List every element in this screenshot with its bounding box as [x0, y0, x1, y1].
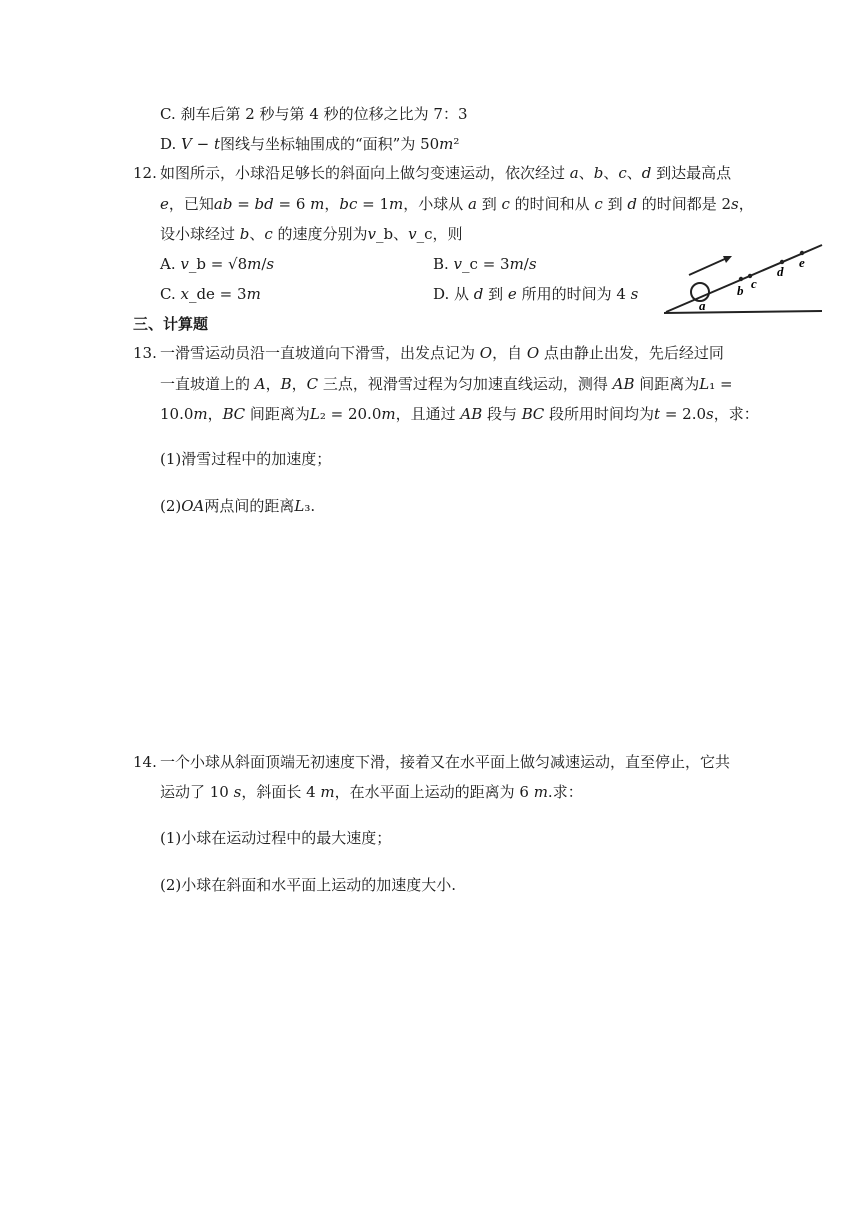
q12-option-a: A. 𝑣_b = √8𝑚/𝑠: [160, 255, 275, 273]
q13-part-1: (1)滑雪过程中的加速度；: [160, 450, 332, 468]
q11-option-c: C. 刹车后第 2 秒与第 4 秒的位移之比为 7：3: [160, 105, 468, 123]
q13-number: 13.: [133, 344, 157, 362]
q14-part-1: (1)小球在运动过程中的最大速度；: [160, 829, 392, 847]
incline-figure: [662, 240, 826, 318]
motion-arrow: [689, 258, 727, 275]
q11-option-d: D. 𝑉 − 𝑡图线与坐标轴围成的“面积”为 50𝑚²: [160, 135, 460, 153]
section-title: 三、计算题: [133, 315, 209, 333]
q13-line-1: 一滑雪运动员沿一直坡道向下滑雪，出发点记为 𝑂，自 𝑂 点由静止出发，先后经过同: [160, 344, 724, 362]
q12-number: 12.: [133, 164, 157, 182]
q13-line-3: 10.0𝑚，𝐵𝐶 间距离为𝐿₂ = 20.0𝑚，且通过 𝐴𝐵 段与 𝐵𝐶 段所用时间均为𝑡 = 2.0𝑠，求：: [160, 405, 759, 423]
label-c: c: [751, 276, 757, 291]
label-e: e: [799, 255, 805, 270]
q13-line-2: 一直坡道上的 𝐴，𝐵，𝐶 三点，视滑雪过程为匀加速直线运动，测得 𝐴𝐵 间距离为𝐿₁ =: [160, 375, 733, 393]
label-b: b: [737, 283, 744, 298]
q14-number: 14.: [133, 753, 157, 771]
q12-line-3: 设小球经过 𝑏、𝑐 的速度分别为𝑣_b、𝑣_c，则: [160, 225, 463, 243]
q12-option-d: D. 从 𝑑 到 𝑒 所用的时间为 4 𝑠: [433, 285, 639, 303]
q13-part-2: (2)𝑂𝐴两点间的距离𝐿₃.: [160, 497, 316, 515]
q12-line-1: 如图所示，小球沿足够长的斜面向上做匀变速运动，依次经过 𝑎、𝑏、𝑐、𝑑 到达最高点: [160, 164, 732, 182]
point-b: [739, 277, 743, 281]
q14-line-1: 一个小球从斜面顶端无初速度下滑，接着又在水平面上做匀减速运动，直至停止，它共: [160, 753, 731, 771]
q12-option-c: C. 𝑥_de = 3𝑚: [160, 285, 261, 303]
label-d: d: [777, 264, 784, 279]
ground-line: [664, 311, 822, 313]
q12-line-2: 𝑒，已知𝑎𝑏 = 𝑏𝑑 = 6 𝑚，𝑏𝑐 = 1𝑚，小球从 𝑎 到 𝑐 的时间和从 𝑐 到 𝑑 的时间都是 2𝑠，: [160, 195, 754, 213]
q14-line-2: 运动了 10 𝑠，斜面长 4 𝑚，在水平面上运动的距离为 6 𝑚.求：: [160, 783, 583, 801]
q12-option-b: B. 𝑣_c = 3𝑚/𝑠: [433, 255, 537, 273]
label-a: a: [699, 298, 706, 313]
q14-part-2: (2)小球在斜面和水平面上运动的加速度大小.: [160, 876, 457, 894]
